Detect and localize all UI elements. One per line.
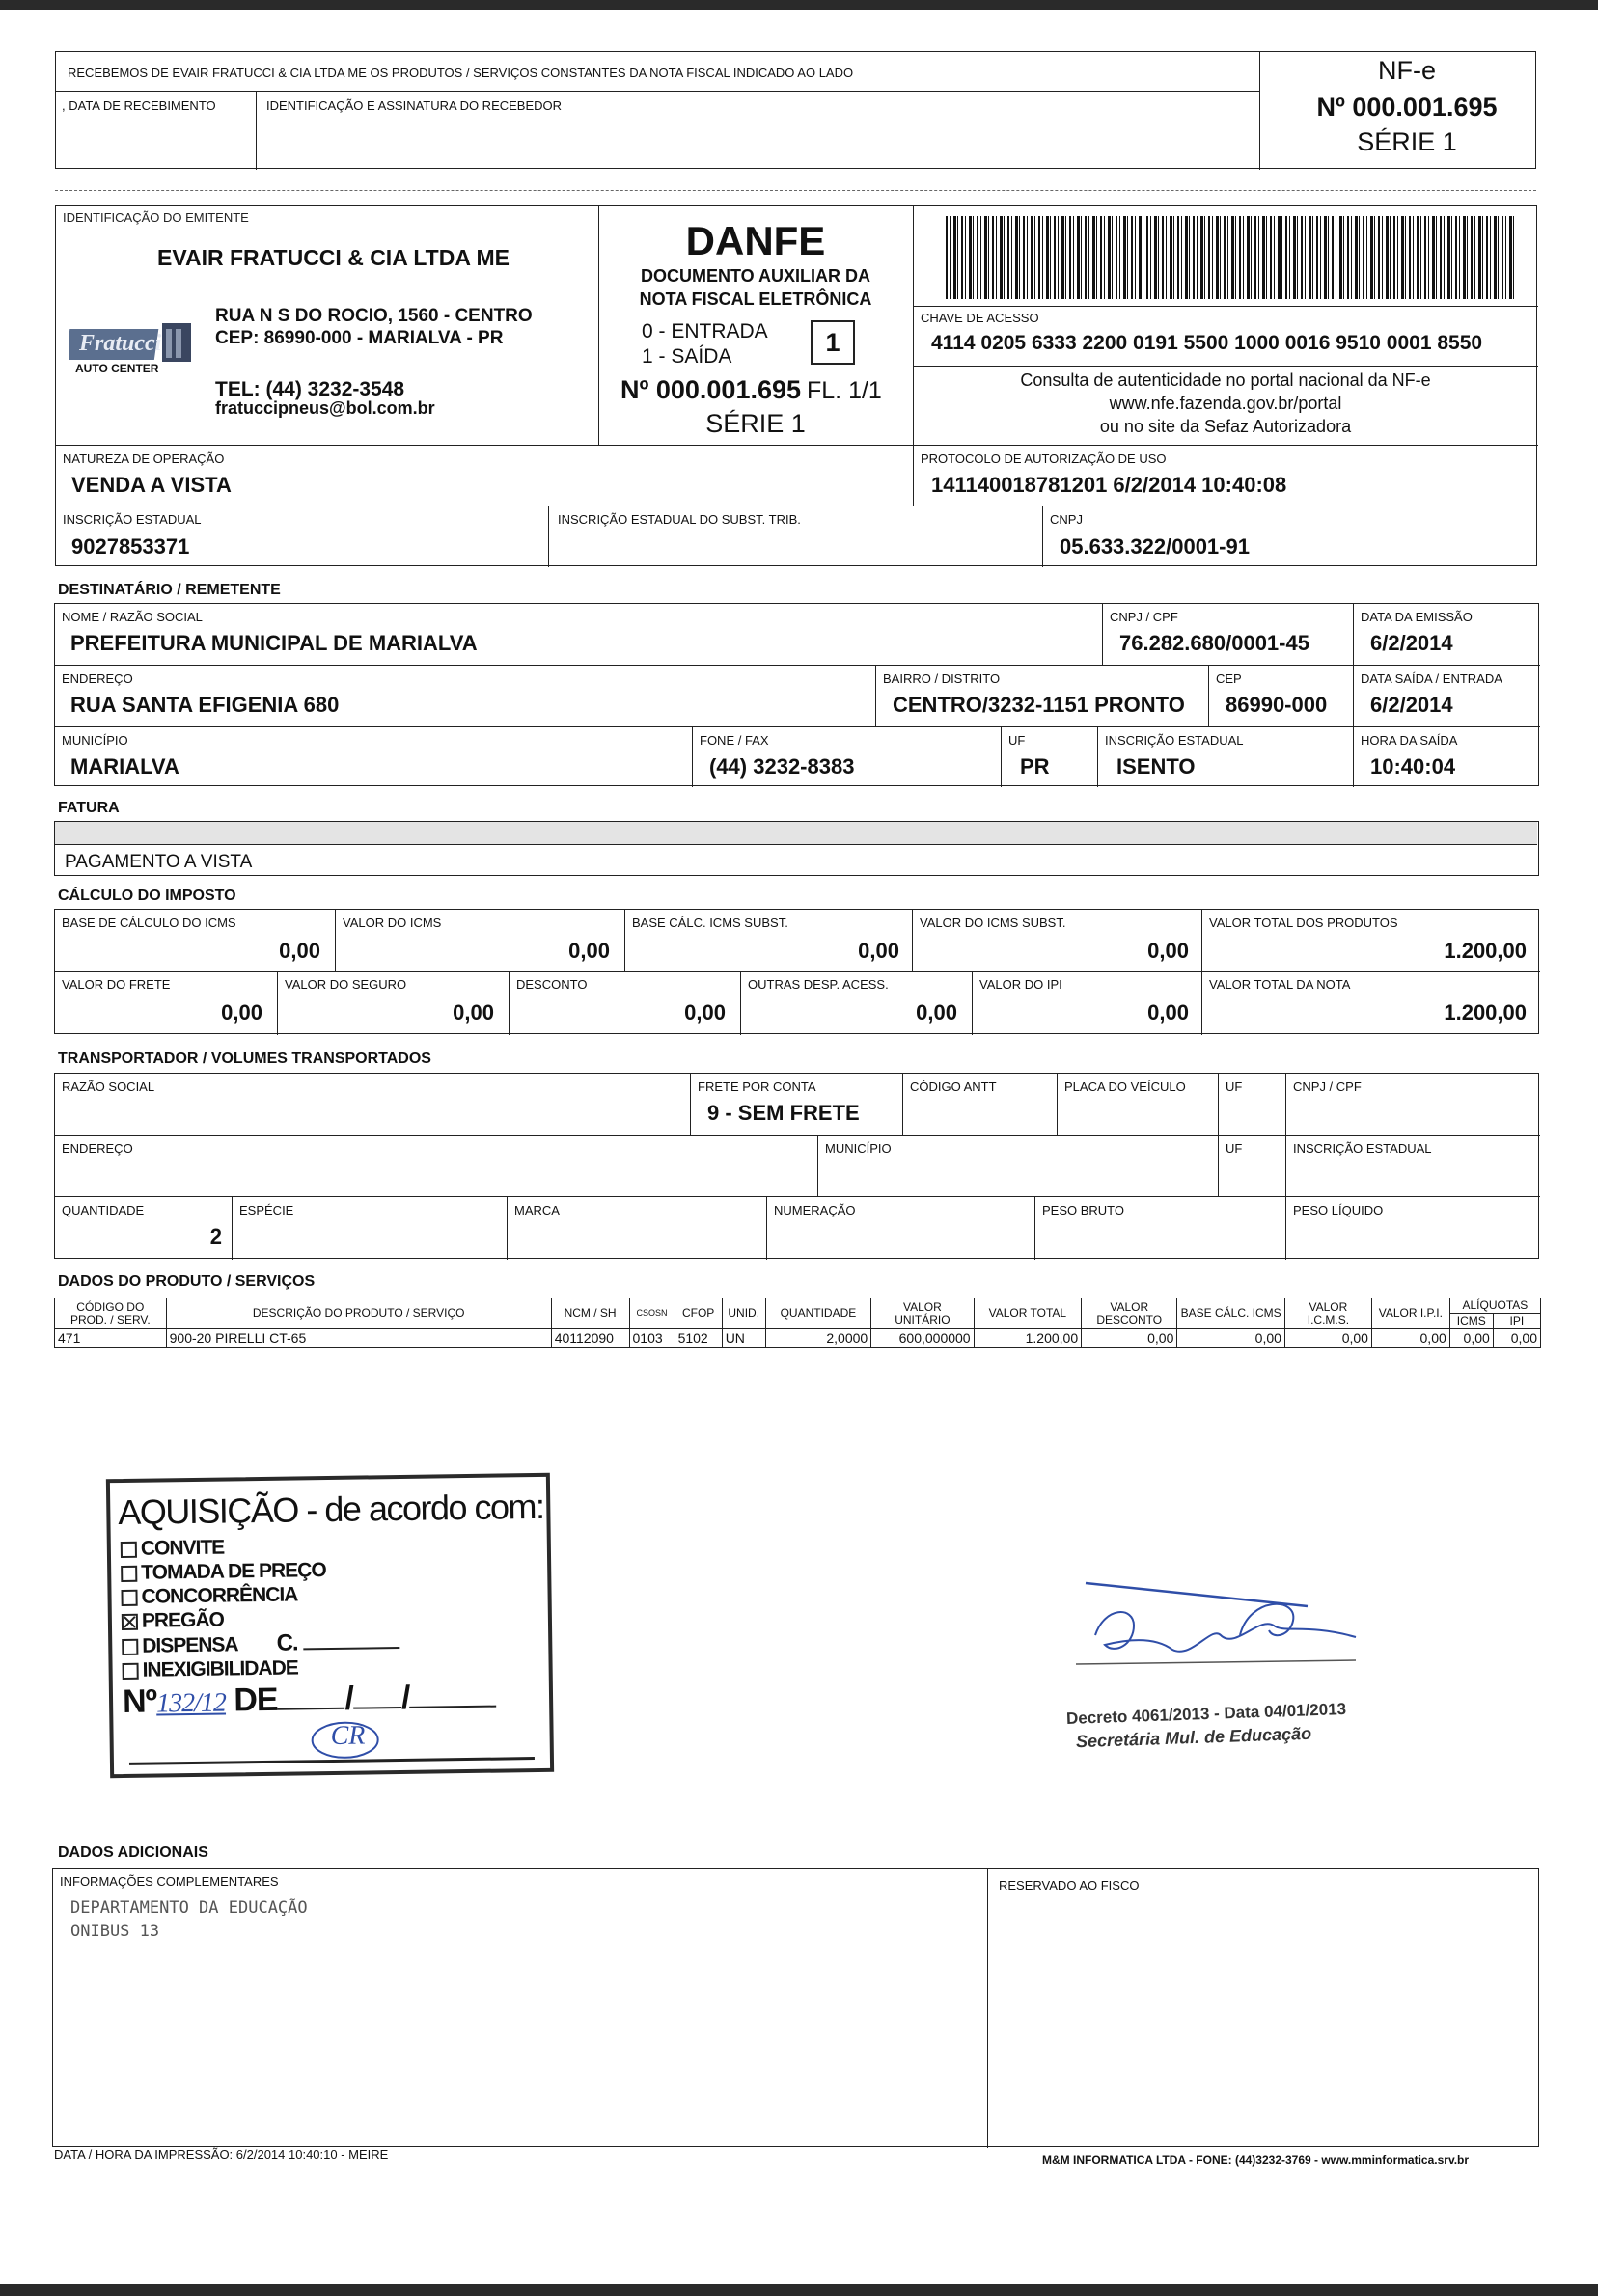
recipient-ie-label: INSCRIÇÃO ESTADUAL: [1105, 733, 1244, 748]
danfe-number: Nº 000.001.695: [620, 375, 802, 404]
col-ipi-value: VALOR I.P.I.: [1371, 1298, 1449, 1329]
transport-name-label: RAZÃO SOCIAL: [62, 1080, 155, 1094]
signature: [1066, 1568, 1414, 1761]
col-rate-ipi: IPI: [1493, 1314, 1540, 1329]
emitter-email: fratuccipneus@bol.com.br: [215, 398, 435, 418]
danfe-type-box: [811, 320, 855, 365]
invoice-payment: PAGAMENTO A VISTA: [65, 852, 253, 872]
checkbox-icon: [121, 1590, 137, 1606]
invoice-section-title: FATURA: [58, 800, 120, 816]
cell-ncm: 40112090: [551, 1329, 629, 1348]
checkbox-icon: [122, 1639, 138, 1655]
transport-address-label: ENDEREÇO: [62, 1141, 133, 1156]
other-value: 0,00: [916, 1000, 957, 1025]
signature-line2: Secretária Mul. de Educação: [1075, 1723, 1312, 1752]
receipt-nfe-title: NF-e: [1378, 56, 1436, 85]
checked-checkbox-icon: [122, 1614, 138, 1630]
products-table: [54, 1298, 1541, 1348]
cut-line: [55, 190, 1536, 191]
signature-line1: Decreto 4061/2013 - Data 04/01/2013: [1065, 1699, 1347, 1729]
additional-section-title: DADOS ADICIONAIS: [58, 1845, 208, 1861]
cnpj-label: CNPJ: [1050, 512, 1083, 527]
insurance-value: 0,00: [453, 1000, 494, 1025]
emitter-logo-text: Fratucci: [79, 331, 162, 356]
icms-label: VALOR DO ICMS: [343, 916, 442, 930]
emitter-address1: RUA N S DO ROCIO, 1560 - CENTRO: [215, 306, 533, 326]
plate-label: PLACA DO VEÍCULO: [1064, 1080, 1186, 1094]
header-block: [55, 205, 1537, 566]
col-code: CÓDIGO DO PROD. / SERV.: [55, 1298, 167, 1329]
total-products-value: 1.200,00: [1444, 939, 1527, 963]
cell-total-value: 1.200,00: [974, 1329, 1082, 1348]
discount-value: 0,00: [684, 1000, 726, 1025]
scan-bottom-edge: [0, 2284, 1598, 2296]
ipi-value: 0,00: [1147, 1000, 1189, 1025]
total-label: VALOR TOTAL DA NOTA: [1209, 977, 1351, 992]
access-consult1: Consulta de autenticidade no portal nacional da NF-e: [1020, 370, 1431, 390]
col-ncm: NCM / SH: [551, 1298, 629, 1329]
base-icms-label: BASE DE CÁLCULO DO ICMS: [62, 916, 236, 930]
emitter-address2: CEP: 86990-000 - MARIALVA - PR: [215, 328, 504, 348]
nature-value: VENDA A VISTA: [71, 473, 232, 497]
print-date: DATA / HORA DA IMPRESSÃO: 6/2/2014 10:40:10 - MEIRE: [54, 2147, 389, 2162]
access-key-label: CHAVE DE ACESSO: [921, 311, 1039, 325]
recipient-name-label: NOME / RAZÃO SOCIAL: [62, 610, 203, 624]
recipient-block: [54, 603, 1539, 786]
scan-top-edge: [0, 0, 1598, 10]
stamp-number-line: Nº132/12 DE / /: [123, 1679, 497, 1721]
ipi-label: VALOR DO IPI: [979, 977, 1062, 992]
col-csosn: CSOSN: [629, 1298, 675, 1329]
recipient-cep-label: CEP: [1216, 671, 1242, 686]
products-section-title: DADOS DO PRODUTO / SERVIÇOS: [58, 1273, 316, 1290]
initials-circle-icon: [306, 1718, 384, 1763]
transport-cnpj-label: CNPJ / CPF: [1293, 1080, 1362, 1094]
col-total-value: VALOR TOTAL: [974, 1298, 1082, 1329]
emitter-logo-sub: AUTO CENTER: [75, 362, 159, 375]
receipt-stub: [55, 51, 1536, 169]
col-cfop: CFOP: [675, 1298, 722, 1329]
transport-uf2-label: UF: [1226, 1141, 1243, 1156]
recipient-cnpj: 76.282.680/0001-45: [1119, 631, 1309, 655]
barcode: [946, 216, 1515, 299]
cell-discount: 0,00: [1082, 1329, 1177, 1348]
stamp-option: CONCORRÊNCIA: [121, 1581, 400, 1609]
recipient-address: RUA SANTA EFIGENIA 680: [70, 693, 340, 717]
stamp-title: AQUISIÇÃO - de acordo com:: [118, 1486, 544, 1533]
checkbox-icon: [121, 1542, 137, 1558]
recipient-uf: PR: [1020, 754, 1050, 779]
receipt-header: RECEBEMOS DE EVAIR FRATUCCI & CIA LTDA ME OS PRODUTOS / SERVIÇOS CONSTANTES DA NOTA FISCAL INDICADO AO LADO: [68, 66, 854, 80]
transport-uf-label: UF: [1226, 1080, 1243, 1094]
info-label: INFORMAÇÕES COMPLEMENTARES: [60, 1874, 279, 1889]
total-value: 1.200,00: [1444, 1000, 1527, 1025]
recipient-district-label: BAIRRO / DISTRITO: [883, 671, 1001, 686]
exit-time-label: HORA DA SAÍDA: [1361, 733, 1458, 748]
invoice-block: [54, 821, 1539, 876]
emitter-logo: [69, 317, 195, 375]
cell-description: 900-20 PIRELLI CT-65: [166, 1329, 551, 1348]
col-quantity: QUANTIDADE: [765, 1298, 870, 1329]
emission-date-label: DATA DA EMISSÃO: [1361, 610, 1473, 624]
recipient-city: MARIALVA: [70, 754, 179, 779]
danfe-entrada: 0 - ENTRADA: [642, 320, 768, 342]
cnpj-value: 05.633.322/0001-91: [1060, 534, 1250, 559]
cell-unit: UN: [722, 1329, 765, 1348]
cell-unit-value: 600,000000: [871, 1329, 974, 1348]
danfe-subtitle2: NOTA FISCAL ELETRÔNICA: [639, 289, 872, 309]
ie-label: INSCRIÇÃO ESTADUAL: [63, 512, 202, 527]
base-icms-value: 0,00: [279, 939, 320, 963]
access-consult3: ou no site da Sefaz Autorizadora: [1099, 417, 1352, 436]
cell-code: 471: [55, 1329, 167, 1348]
insurance-label: VALOR DO SEGURO: [285, 977, 407, 992]
info-line2: ONIBUS 13: [70, 1922, 160, 1941]
danfe-series: SÉRIE 1: [705, 409, 806, 438]
stamp-number: 132/12: [155, 1687, 227, 1719]
recipient-district: CENTRO/3232-1151 PRONTO: [893, 693, 1185, 717]
species-label: ESPÉCIE: [239, 1203, 294, 1217]
receipt-date-label: , DATA DE RECEBIMENTO: [62, 98, 216, 113]
antt-label: CÓDIGO ANTT: [910, 1080, 997, 1094]
reserved-label: RESERVADO AO FISCO: [999, 1878, 1140, 1893]
stamp-option: CONVITE: [121, 1533, 400, 1561]
products-header-row: [55, 1298, 1541, 1314]
receipt-nfe-number: Nº 000.001.695: [1316, 93, 1498, 122]
qty-label: QUANTIDADE: [62, 1203, 145, 1217]
exit-time: 10:40:04: [1370, 754, 1456, 779]
cell-csosn: 0103: [629, 1329, 675, 1348]
cell-rate-icms: 0,00: [1449, 1329, 1493, 1348]
additional-block: [52, 1868, 1539, 2147]
transport-city-label: MUNICÍPIO: [825, 1141, 892, 1156]
danfe-type-value: 1: [825, 328, 840, 357]
danfe-title: DANFE: [685, 218, 826, 263]
emitter-name: EVAIR FRATUCCI & CIA LTDA ME: [157, 245, 510, 270]
freight-value: 0,00: [221, 1000, 262, 1025]
icms-subst-label: VALOR DO ICMS SUBST.: [920, 916, 1066, 930]
ie-subst-label: INSCRIÇÃO ESTADUAL DO SUBST. TRIB.: [558, 512, 801, 527]
recipient-cep: 86990-000: [1226, 693, 1328, 717]
numbering-label: NUMERAÇÃO: [774, 1203, 856, 1217]
discount-label: DESCONTO: [516, 977, 588, 992]
emitter-section-label: IDENTIFICAÇÃO DO EMITENTE: [63, 210, 249, 225]
stamp-initials: CR: [330, 1720, 366, 1752]
recipient-ie: ISENTO: [1116, 754, 1196, 779]
cell-ipi-value: 0,00: [1371, 1329, 1449, 1348]
recipient-section-title: DESTINATÁRIO / REMETENTE: [58, 582, 281, 598]
cell-rate-ipi: 0,00: [1493, 1329, 1540, 1348]
col-rates: ALÍQUOTAS: [1449, 1298, 1540, 1314]
col-unit-value: VALOR UNITÁRIO: [871, 1298, 974, 1329]
checkbox-icon: [123, 1663, 139, 1680]
col-icms-value: VALOR I.C.M.S.: [1284, 1298, 1371, 1329]
cell-base-icms: 0,00: [1177, 1329, 1285, 1348]
col-rate-icms: ICMS: [1449, 1314, 1493, 1329]
danfe-saida: 1 - SAÍDA: [642, 345, 732, 368]
ie-value: 9027853371: [71, 534, 190, 559]
tax-block: [54, 909, 1539, 1034]
cell-cfop: 5102: [675, 1329, 722, 1348]
stamp-option: DISPENSA C.: [122, 1629, 400, 1658]
recipient-phone: (44) 3232-8383: [709, 754, 855, 779]
emission-date: 6/2/2014: [1370, 631, 1453, 655]
cell-quantity: 2,0000: [765, 1329, 870, 1348]
stamp-option: INEXIGIBILIDADE: [122, 1654, 400, 1682]
acquisition-stamp: [106, 1473, 554, 1778]
recipient-address-label: ENDEREÇO: [62, 671, 133, 686]
transport-block: [54, 1073, 1539, 1259]
recipient-cnpj-label: CNPJ / CPF: [1110, 610, 1178, 624]
col-discount: VALOR DESCONTO: [1082, 1298, 1177, 1329]
danfe-folio: FL. 1/1: [807, 377, 882, 404]
gross-weight-label: PESO BRUTO: [1042, 1203, 1125, 1217]
info-line1: DEPARTAMENTO DA EDUCAÇÃO: [70, 1899, 308, 1918]
transport-ie-label: INSCRIÇÃO ESTADUAL: [1293, 1141, 1432, 1156]
tax-section-title: CÁLCULO DO IMPOSTO: [58, 888, 236, 904]
recipient-name: PREFEITURA MUNICIPAL DE MARIALVA: [70, 631, 478, 655]
icms-subst-value: 0,00: [1147, 939, 1189, 963]
cell-icms-value: 0,00: [1284, 1329, 1371, 1348]
access-key: 4114 0205 6333 2200 0191 5500 1000 0016 9510 0001 8550: [931, 332, 1483, 354]
col-base-icms: BASE CÁLC. ICMS: [1177, 1298, 1285, 1329]
access-consult2: www.nfe.fazenda.gov.br/portal: [1109, 394, 1342, 413]
transport-section-title: TRANSPORTADOR / VOLUMES TRANSPORTADOS: [58, 1051, 431, 1067]
table-row: [55, 1329, 1541, 1348]
exit-date-label: DATA SAÍDA / ENTRADA: [1361, 671, 1502, 686]
signature-scribble-icon: [1066, 1568, 1414, 1693]
recipient-city-label: MUNICÍPIO: [62, 733, 128, 748]
vendor-footer: M&M INFORMATICA LTDA - FONE: (44)3232-3769 - www.mminformatica.srv.br: [1042, 2153, 1470, 2167]
stamp-option-checked: PREGÃO: [122, 1605, 400, 1633]
col-unit: UNID.: [722, 1298, 765, 1329]
danfe-subtitle1: DOCUMENTO AUXILIAR DA: [641, 266, 870, 286]
protocol-value: 141140018781201 6/2/2014 10:40:08: [931, 473, 1287, 497]
freight-by-value: 9 - SEM FRETE: [707, 1101, 860, 1125]
receipt-signature-label: IDENTIFICAÇÃO E ASSINATURA DO RECEBEDOR: [266, 98, 563, 113]
exit-date: 6/2/2014: [1370, 693, 1453, 717]
base-subst-value: 0,00: [858, 939, 899, 963]
brand-label: MARCA: [514, 1203, 560, 1217]
checkbox-icon: [121, 1566, 137, 1582]
base-subst-label: BASE CÁLC. ICMS SUBST.: [632, 916, 788, 930]
freight-label: VALOR DO FRETE: [62, 977, 171, 992]
receipt-nfe-series: SÉRIE 1: [1357, 127, 1457, 156]
protocol-label: PROTOCOLO DE AUTORIZAÇÃO DE USO: [921, 451, 1167, 466]
total-products-label: VALOR TOTAL DOS PRODUTOS: [1209, 916, 1398, 930]
recipient-phone-label: FONE / FAX: [700, 733, 769, 748]
stamp-option: TOMADA DE PREÇO: [121, 1557, 400, 1585]
net-weight-label: PESO LÍQUIDO: [1293, 1203, 1384, 1217]
icms-value: 0,00: [568, 939, 610, 963]
emitter-phone: TEL: (44) 3232-3548: [215, 378, 405, 400]
qty-value: 2: [209, 1224, 222, 1248]
freight-by-label: FRETE POR CONTA: [698, 1080, 816, 1094]
recipient-uf-label: UF: [1008, 733, 1026, 748]
other-label: OUTRAS DESP. ACESS.: [748, 977, 889, 992]
col-description: DESCRIÇÃO DO PRODUTO / SERVIÇO: [166, 1298, 551, 1329]
nature-label: NATUREZA DE OPERAÇÃO: [63, 451, 225, 466]
